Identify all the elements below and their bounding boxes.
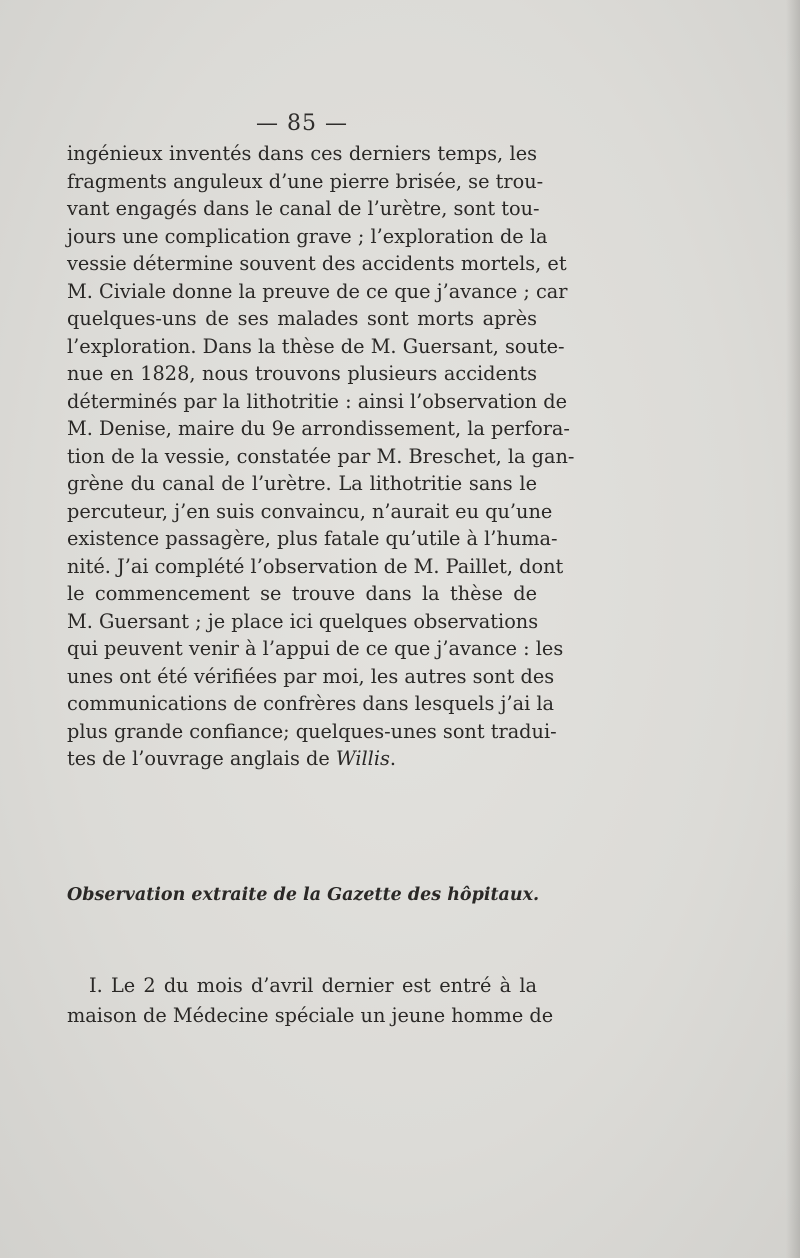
text-line: M. Guersant ; je place ici quelques observations xyxy=(67,609,539,633)
text-line: le commencement se trouve dans la thèse de xyxy=(67,582,537,605)
text-line: communications de confrères dans lesquels j’ai la xyxy=(67,692,555,715)
text-line: unes ont été vérifiées par moi, les autres sont des xyxy=(67,664,555,688)
text-line: grène du canal de l’urètre. La lithotritie sans le xyxy=(67,472,537,495)
text-line: déterminés par la lithotritie : ainsi l’observation de xyxy=(67,389,567,413)
text-line: nité. J’ai complété l’observation de M. Paillet, dont xyxy=(67,554,564,578)
text-line: l’exploration. Dans la thèse de M. Guersant, soute- xyxy=(67,334,565,358)
text-line: M. Civiale donne la preuve de ce que j’avance ; car xyxy=(67,279,568,303)
text-line: vessie détermine souvent des accidents mortels, et xyxy=(67,252,567,275)
text-line: quelques-uns de ses malades sont morts après xyxy=(67,307,537,330)
text-line-last xyxy=(67,745,537,773)
text-line: percuteur, j’en suis convaincu, n’aurait eu qu’une xyxy=(67,499,553,523)
observation-paragraph xyxy=(67,971,554,1031)
author-name-italic: Willis xyxy=(335,747,390,770)
text-line: qui peuvent venir à l’appui de ce que j’avance : les xyxy=(67,637,564,660)
body-paragraph xyxy=(67,140,575,773)
text-line: fragments anguleux d’une pierre brisée, se trou- xyxy=(67,169,544,193)
text-line-last-prefix: tes de l’ouvrage anglais de xyxy=(67,747,336,770)
section-title: Observation extraite de la Gazette des hôpitaux. xyxy=(67,885,540,905)
text-line: M. Denise, maire du 9e arrondissement, la perfora- xyxy=(67,417,570,440)
text-line: existence passagère, plus fatale qu’utile à l’huma- xyxy=(67,527,558,550)
text-line: I. Le 2 du mois d’avril dernier est entré à la xyxy=(89,974,537,997)
text-line: plus grande confiance; quelques-unes sont tradui- xyxy=(67,719,557,743)
page-number: — 85 — xyxy=(256,111,348,136)
page-edge-shadow xyxy=(786,0,800,1258)
text-line: tion de la vessie, constatée par M. Breschet, la gan- xyxy=(67,444,575,468)
text-line: ingénieux inventés dans ces derniers temps, les xyxy=(67,142,537,165)
text-line-last-suffix: . xyxy=(389,747,397,770)
text-line: maison de Médecine spéciale un jeune homme de xyxy=(67,1004,554,1027)
text-line: nue en 1828, nous trouvons plusieurs accidents xyxy=(67,362,537,385)
text-line: jours une complication grave ; l’exploration de la xyxy=(67,224,548,248)
text-line: vant engagés dans le canal de l’urètre, sont tou- xyxy=(67,197,540,220)
